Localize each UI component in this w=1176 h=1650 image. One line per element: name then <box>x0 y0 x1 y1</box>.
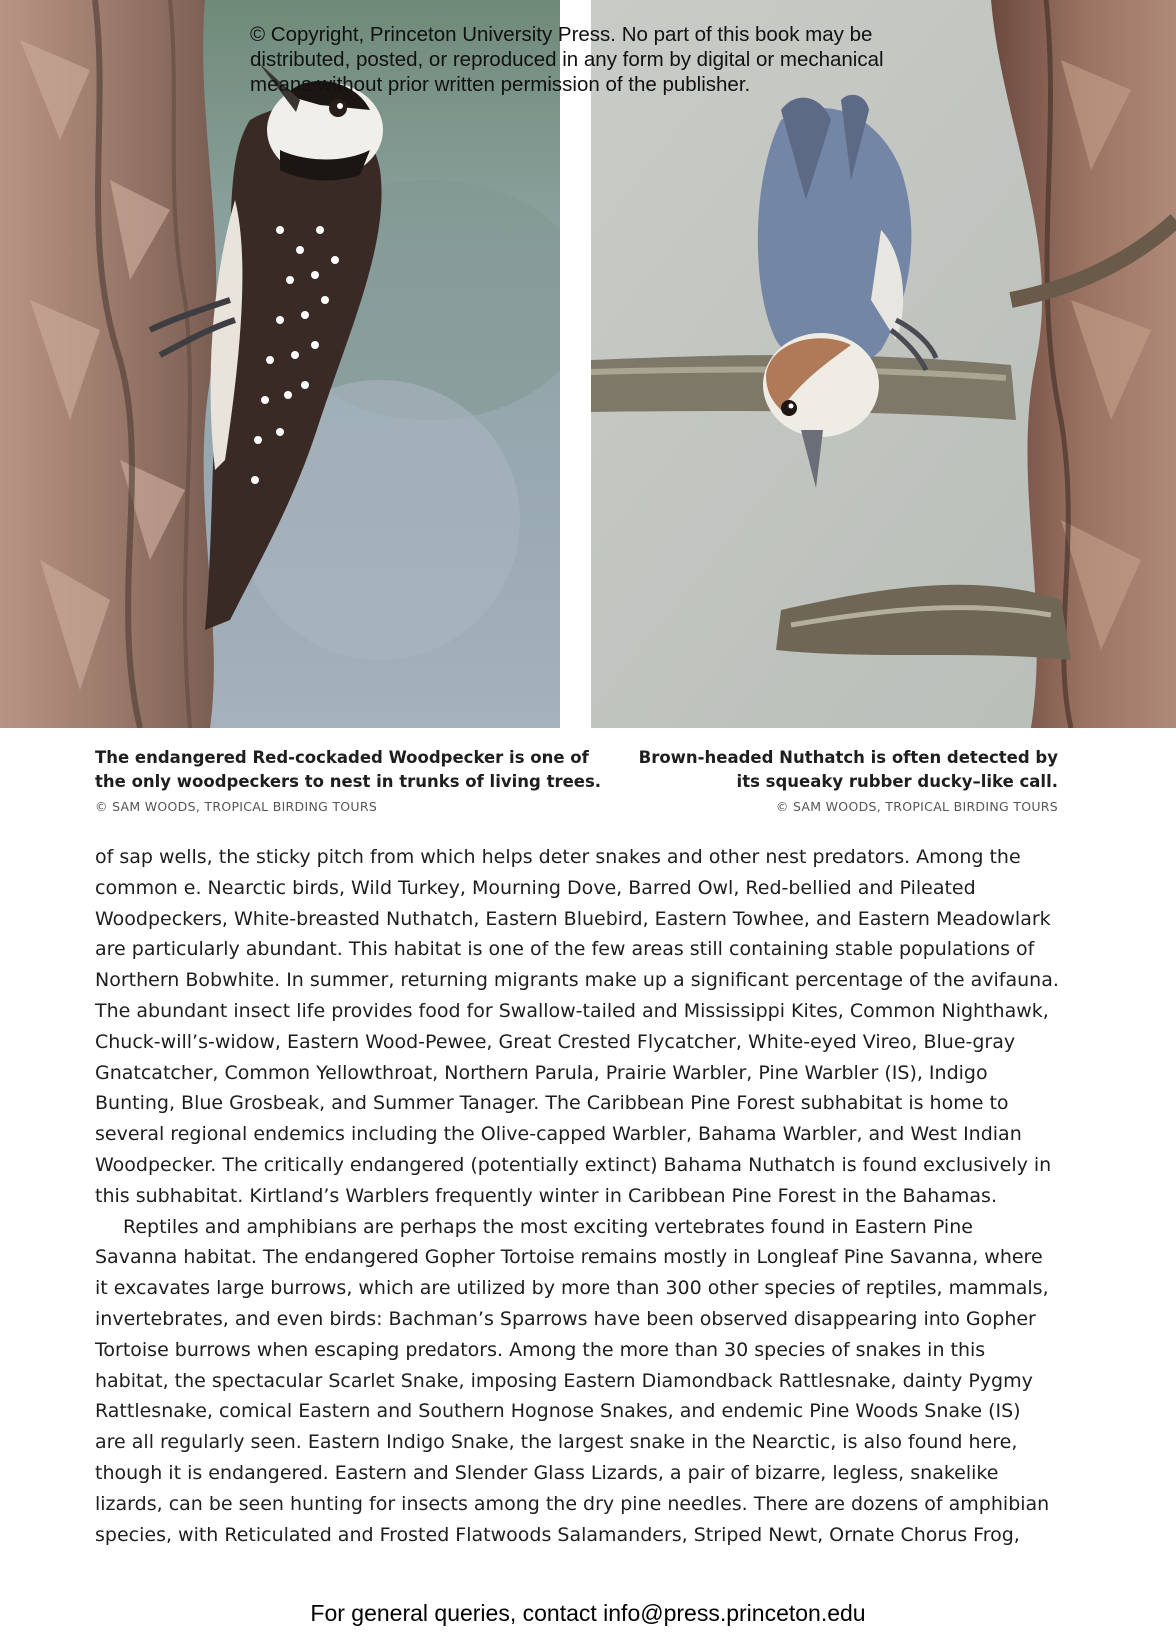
nuthatch-caption <box>558 746 1058 816</box>
body-line: invertebrates, and even birds: Bachman’s Sparrows have been observed disappearing into Gopher <box>95 1307 1036 1330</box>
body-line: common e. Nearctic birds, Wild Turkey, Mourning Dove, Barred Owl, Red-bellied and Pileated <box>95 876 976 899</box>
body-line: Tortoise burrows when escaping predators. Among the more than 30 species of snakes in this <box>95 1338 986 1361</box>
body-line: are particularly abundant. This habitat is one of the few areas still containing stable populations of <box>95 938 1035 961</box>
nuthatch-photo <box>591 0 1176 728</box>
body-line: Northern Bobwhite. In summer, returning migrants make up a significant percentage of the avifauna. <box>95 969 1059 992</box>
body-line: Savanna habitat. The endangered Gopher Tortoise remains mostly in Longleaf Pine Savanna, where <box>95 1246 1043 1269</box>
body-line: of sap wells, the sticky pitch from which helps deter snakes and other nest predators. Among the <box>95 846 1021 868</box>
woodpecker-illustration <box>0 0 560 728</box>
woodpecker-photo <box>0 0 560 728</box>
photo-credit: © SAM WOODS, TROPICAL BIRDING TOURS <box>775 799 1058 814</box>
contact-footer: For general queries, contact info@press.princeton.edu <box>310 1600 866 1626</box>
body-line: lizards, can be seen hunting for insects among the dry pine needles. There are dozens of amphibian <box>95 1492 1050 1515</box>
body-line: it excavates large burrows, which are utilized by more than 300 other species of reptiles, mammals, <box>95 1277 1049 1300</box>
body-text <box>95 842 1095 1550</box>
body-line: are all regularly seen. Eastern Indigo Snake, the largest snake in the Nearctic, is also found here, <box>95 1431 1018 1454</box>
photo-credit: © SAM WOODS, TROPICAL BIRDING TOURS <box>95 799 378 814</box>
copyright-line: distributed, posted, or reproduced in any form by digital or mechanical <box>250 48 884 71</box>
woodpecker-caption <box>95 746 602 816</box>
body-line: Woodpecker. The critically endangered (potentially extinct) Bahama Nuthatch is found exclusively in <box>95 1153 1052 1176</box>
body-line: Gnatcatcher, Common Yellowthroat, Northern Parula, Prairie Warbler, Pine Warbler (IS), Indigo <box>95 1061 988 1084</box>
caption-line: The endangered Red-cockaded Woodpecker is one of <box>95 748 589 767</box>
caption-line: its squeaky rubber ducky–like call. <box>736 772 1058 791</box>
body-line: Woodpeckers, White-breasted Nuthatch, Eastern Bluebird, Eastern Towhee, and Eastern Meadowlark <box>95 907 1051 930</box>
body-line: this subhabitat. Kirtland’s Warblers frequently winter in Caribbean Pine Forest in the Bahamas. <box>95 1184 997 1207</box>
body-line: Chuck-will’s-widow, Eastern Wood-Pewee, Great Crested Flycatcher, White-eyed Vireo, Blue-gray <box>95 1030 1016 1053</box>
caption-line: the only woodpeckers to nest in trunks of living trees. <box>95 772 602 791</box>
body-line: habitat, the spectacular Scarlet Snake, imposing Eastern Diamondback Rattlesnake, dainty Pygmy <box>95 1369 1033 1392</box>
body-line: though it is endangered. Eastern and Slender Glass Lizards, a pair of bizarre, legless, snakelike <box>95 1461 999 1484</box>
caption-line: Brown-headed Nuthatch is often detected by <box>638 748 1058 767</box>
body-line: Bunting, Blue Grosbeak, and Summer Tanager. The Caribbean Pine Forest subhabitat is home to <box>95 1092 1009 1115</box>
body-line: species, with Reticulated and Frosted Flatwoods Salamanders, Striped Newt, Ornate Chorus Frog, <box>95 1523 1020 1546</box>
copyright-line: means without prior written permission of the publisher. <box>250 73 751 96</box>
copyright-notice <box>250 22 950 97</box>
body-line: several regional endemics including the Olive-capped Warbler, Bahama Warbler, and West Indian <box>95 1123 1022 1146</box>
body-line: Rattlesnake, comical Eastern and Southern Hognose Snakes, and endemic Pine Woods Snake (IS) <box>95 1400 1021 1423</box>
body-line: Reptiles and amphibians are perhaps the most exciting vertebrates found in Eastern Pine <box>123 1215 973 1238</box>
body-line: The abundant insect life provides food for Swallow-tailed and Mississippi Kites, Common Nighthawk, <box>95 999 1049 1022</box>
copyright-line: © Copyright, Princeton University Press. No part of this book may be <box>250 23 873 46</box>
nuthatch-illustration <box>591 0 1176 728</box>
